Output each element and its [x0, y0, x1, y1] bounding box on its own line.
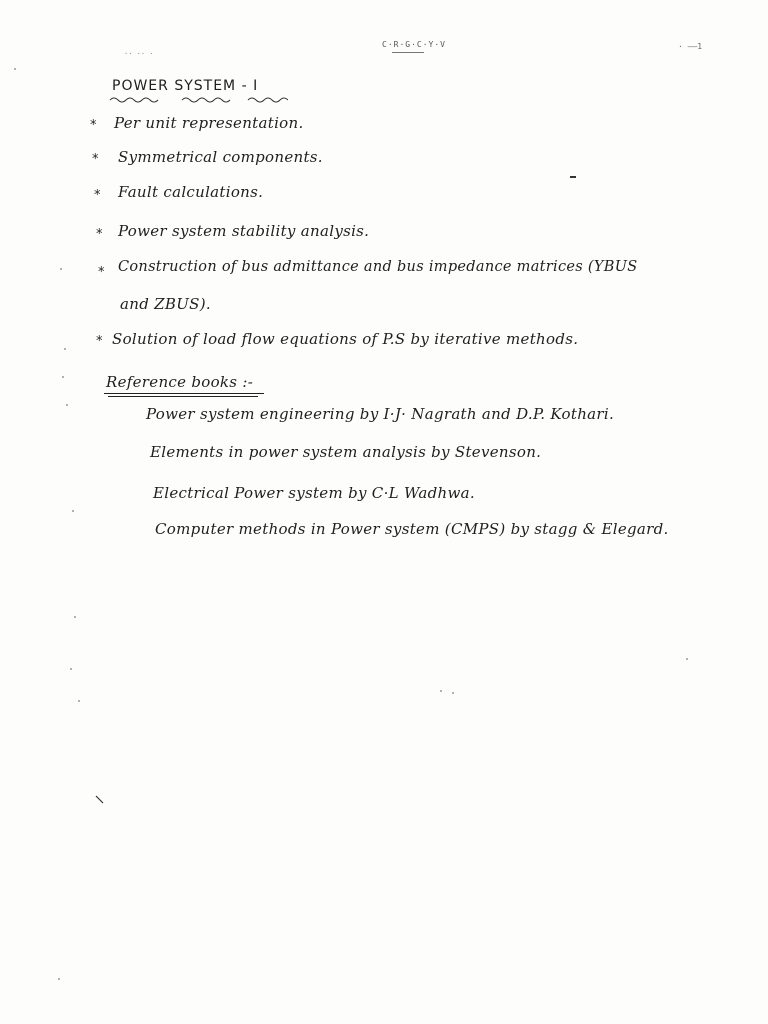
references-heading-underline — [108, 396, 258, 397]
scan-speck — [66, 404, 68, 406]
reference-item: Computer methods in Power system (CMPS) by stagg & Elegard. — [155, 520, 669, 538]
scan-speck — [440, 690, 442, 692]
topic-item: Solution of load flow equations of P.S by iterative methods. — [112, 330, 579, 348]
scan-artifact — [570, 176, 576, 178]
topic-item: Power system stability analysis. — [118, 222, 370, 240]
scan-speck — [686, 658, 688, 660]
reference-item: Power system engineering by I·J· Nagrath and D.P. Kothari. — [146, 405, 615, 423]
reference-item: Electrical Power system by C·L Wadhwa. — [153, 484, 475, 502]
topic-item: Symmetrical components. — [118, 148, 323, 166]
scan-speck — [72, 510, 74, 512]
bullet-star: * — [92, 152, 99, 167]
topic-item: Construction of bus admittance and bus impedance matrices (YBUS — [118, 259, 638, 275]
bullet-star: * — [98, 265, 105, 280]
bullet-star: * — [96, 227, 103, 242]
bullet-star: * — [96, 334, 103, 349]
topic-item-continued: and ZBUS). — [120, 295, 211, 313]
scan-speck — [60, 268, 62, 270]
scan-speck — [452, 692, 454, 694]
scan-speck — [64, 348, 66, 350]
references-heading-underline — [104, 393, 264, 394]
scan-speck — [58, 978, 60, 980]
topic-item: Fault calculations. — [118, 183, 264, 201]
page-title: POWER SYSTEM - I — [112, 78, 259, 94]
corner-mark-right: · ––1 — [678, 42, 703, 51]
scan-speck — [70, 668, 72, 670]
references-heading: Reference books :- — [106, 373, 254, 391]
title-wavy-underline — [108, 94, 288, 106]
scan-speck — [78, 700, 80, 702]
header-code-underline — [392, 52, 424, 53]
scan-speck — [62, 376, 64, 378]
bullet-star: * — [90, 118, 97, 133]
scan-stroke — [94, 794, 106, 806]
corner-mark-left: ·· ·· · — [124, 50, 154, 58]
scan-speck — [74, 616, 76, 618]
scan-speck — [14, 68, 16, 70]
bullet-star: * — [94, 188, 101, 203]
topic-item: Per unit representation. — [114, 114, 304, 132]
reference-item: Elements in power system analysis by Stevenson. — [150, 443, 542, 461]
page-header-code: C·R·G·C·Y·V — [382, 40, 446, 49]
